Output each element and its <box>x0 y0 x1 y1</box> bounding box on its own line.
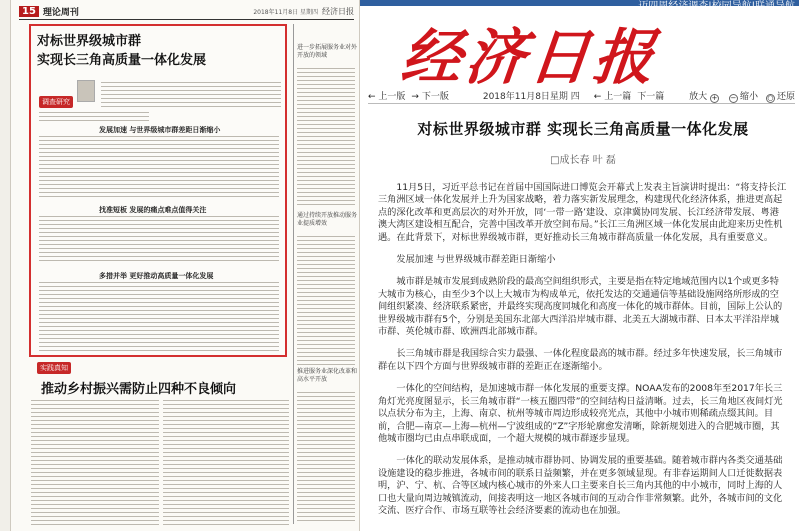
article-title: 对标世界级城市群 实现长三角高质量一体化发展 <box>417 120 749 138</box>
subhead-1: 发展加速 与世界级城市群差距日渐缩小 <box>99 126 221 134</box>
article-body <box>378 182 788 517</box>
prev-article-label: 上一篇 <box>604 92 632 102</box>
side-headline-1: 进一步拓展服务业对外开放的领域 <box>297 44 358 59</box>
text-block <box>297 68 355 208</box>
side-headline-3: 推进服务业深化改革和高水平开放 <box>297 368 358 383</box>
page-header <box>19 4 354 20</box>
article <box>378 118 788 527</box>
tag-practice: 实践真知 <box>37 362 71 374</box>
zoom-in-icon: + <box>711 93 718 102</box>
text-block <box>39 136 279 200</box>
paragraph: 一体化的空间结构，是加速城市群一体化发展的重要支撑。NOAA发布的2008年至2017年长三角灯光亮度图显示，长三角城市群“一核五圈四带”的空间结构日益清晰。过去，长三角地区夜间灯光以点状分布为主，上海、南京、杭州等城市周边形成较亮光点，其他中小城市则稀疏点缀其间。目前，合肥—南京—上海—杭州—宁波组成的“Z”字形轮廓愈发清晰，除新规划进入的合肥城市圈，其他城市圈均已由点串联成面，一个超大规模的城市群逐步显现。 <box>378 383 783 444</box>
reader-toolbar <box>368 88 795 104</box>
zoom-out-label: 缩小 <box>739 91 758 102</box>
zoom-in-button[interactable] <box>689 89 721 103</box>
paragraph: 11月5日，习近平总书记在首届中国国际进口博览会开幕式上发表主旨演讲时提出：“将支持长江三角洲区域一体化发展并上升为国家战略，着力落实新发展理念，构建现代化经济体系，推进更高起点的深化改革和更高层次的对外开放，同‘一带一路’建设、京津冀协同发展、长江经济带发展、粤港澳大湾区建设相互配合，完善中国改革开放空间布局。”长江三角洲区域一体化发展由此迎来历史性机遇。在此背景下，对标世界级城市群，更好推动长三角城市群高质量一体化发展，具有重要意义。 <box>378 182 787 243</box>
page-headline-line1: 对标世界级城市群 <box>37 34 142 49</box>
page-number: 15 <box>19 6 39 17</box>
zoom-out-button[interactable] <box>729 89 758 103</box>
next-page-label: 下一版 <box>421 92 449 102</box>
subhead-3: 多措并举 更好推动高质量一体化发展 <box>99 272 214 280</box>
page-section: 理论周刊 <box>42 8 79 18</box>
page-headline[interactable] <box>37 32 206 70</box>
page-headline-line2: 实现长三角高质量一体化发展 <box>37 53 207 68</box>
quote-mark-graphic <box>77 80 95 102</box>
next-article-label: 下一篇 <box>637 92 665 102</box>
masthead <box>360 6 799 93</box>
tag-research: 调查研究 <box>39 96 73 108</box>
side-headline-2: 通过持续开放推动服务业提质增效 <box>297 212 358 227</box>
toolbar-date: 2018年11月8日星期 四 <box>482 92 580 102</box>
zoom-out-icon: − <box>730 93 737 102</box>
column-rule <box>293 24 294 524</box>
prev-page-label: 上一版 <box>378 92 406 102</box>
paragraph: 长三角城市群是我国综合实力最强、一体化程度最高的城市群。经过多年快速发展，长三角城市群在以下四个方面与世界级城市群的差距正在逐渐缩小。 <box>378 348 783 372</box>
masthead-logo: 经济日报 <box>397 23 662 93</box>
next-page-button[interactable]: → 下一版 <box>411 92 449 102</box>
restore-label: 还原 <box>776 91 795 102</box>
text-block <box>31 400 159 528</box>
paragraph: 一体化的联动发展体系，是推动城市群协同、协调发展的重要基础。随着城市群内各类交通基础设施建设的稳步推进，各城市间的联系日益频繁，并在更多领域显现。有非春运期间人口迁徙数据表明，沪、宁、杭、合等区域内核心城市的外来人口主要来自长三角内其他的中小城市，同时上海的人口也大量向周边城镇流动，间接表明这一地区各城市间的互动合作非常频繁。此外，各城市间的文化交流、医疗合作、市场互联等社会经济要素的流动也在加强。 <box>378 455 783 516</box>
page-logo: 经济日报 <box>322 7 354 16</box>
section-heading: 发展加速 与世界级城市群差距日渐缩小 <box>396 254 556 266</box>
text-block <box>39 216 279 264</box>
subhead-2: 找准短板 发展的痛点难点值得关注 <box>99 206 207 214</box>
newspaper-page <box>10 0 360 531</box>
bottom-headline[interactable]: 推动乡村振兴需防止四种不良倾向 <box>41 382 237 397</box>
reader-pane <box>360 0 799 531</box>
text-block <box>297 392 355 522</box>
restore-icon: ○ <box>767 93 774 102</box>
prev-page-button[interactable]: ← 上一版 <box>368 92 406 102</box>
page-date: 2018年11月8日 星期四 <box>253 9 318 16</box>
text-block <box>101 82 281 110</box>
prev-article-button[interactable]: ← 上一篇 <box>593 92 632 102</box>
paragraph: 城市群是城市发展到成熟阶段的最高空间组织形式，主要是指在特定地域范围内以1个或更多特大城市为核心，由至少3个以上大城市为构成单元，依托发达的交通通信等基础设施网络所形成的空间组织紧凑、经济联系紧密，并最终实现高度同城化和高度一体化的城市群体。目前，国际上公认的世界级城市群有5个，分别是美国东北部大西洋沿岸城市群、北美五大湖城市群、日本太平洋沿岸城市群、英伦城市群、欧洲西北部城市群。 <box>378 276 783 338</box>
text-block <box>39 112 149 122</box>
restore-button[interactable] <box>766 89 795 103</box>
zoom-in-label: 放大 <box>689 91 708 102</box>
newspaper-page-panel <box>0 0 360 531</box>
text-block <box>39 282 279 352</box>
text-block <box>297 236 355 366</box>
next-article-button[interactable] <box>637 89 664 102</box>
text-block <box>163 400 289 528</box>
article-author: □成长春 叶 磊 <box>550 155 616 166</box>
